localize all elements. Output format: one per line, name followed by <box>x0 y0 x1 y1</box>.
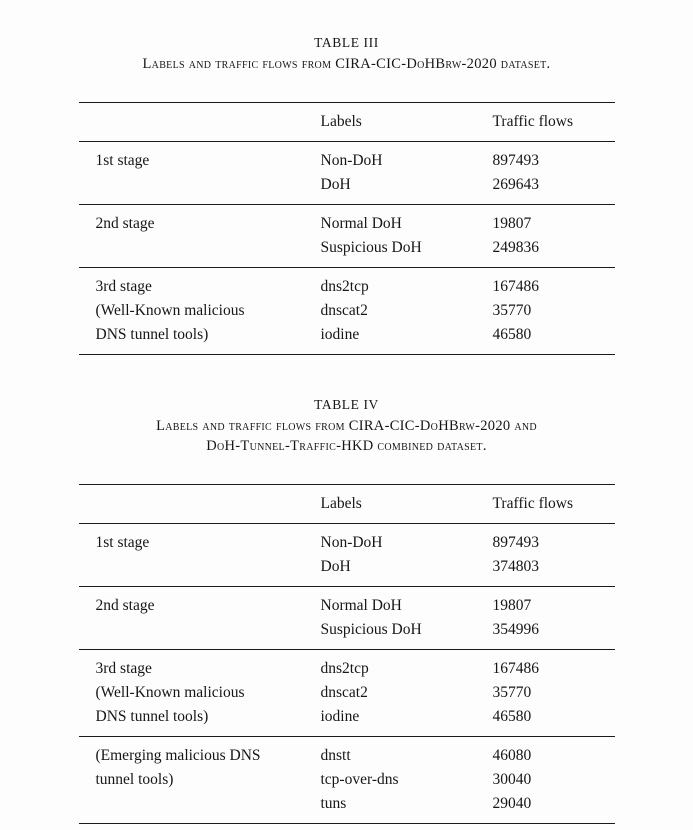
table-row <box>79 149 615 173</box>
table-row <box>79 792 615 816</box>
table-bottom-rule <box>79 823 615 824</box>
label-cell: Normal DoH <box>320 215 402 232</box>
table-iii-caption <box>27 54 667 74</box>
table-row <box>79 681 615 705</box>
stage-cell: tunnel tools) <box>95 771 174 788</box>
table-iv-number: TABLE IV <box>314 397 379 412</box>
label-cell: DoH <box>320 558 351 575</box>
value-cell: 46580 <box>492 326 532 343</box>
label-cell: iodine <box>320 708 360 725</box>
table-iii-number: TABLE III <box>314 35 379 50</box>
header-line <box>79 492 615 516</box>
label-cell: Non-DoH <box>320 152 383 169</box>
column-header-labels: Labels <box>320 113 362 130</box>
stage-cell <box>79 236 321 260</box>
group-2nd-stage <box>79 205 615 267</box>
label-cell: dns2tcp <box>320 660 369 677</box>
stage-cell: (Well-Known malicious <box>95 302 245 319</box>
column-header-labels: Labels <box>320 495 362 512</box>
header-stage-cell <box>79 492 321 516</box>
value-cell: 249836 <box>492 239 539 256</box>
table-row <box>79 299 615 323</box>
header-stage-cell <box>79 110 321 134</box>
stage-cell: 2nd stage <box>95 597 155 614</box>
label-cell: tcp-over-dns <box>320 771 399 788</box>
table-row <box>79 275 615 299</box>
table-iii <box>79 102 615 355</box>
group-emerging-tools <box>79 737 615 823</box>
table-iv <box>79 484 615 824</box>
label-cell: DoH <box>320 176 351 193</box>
stage-cell: 3rd stage <box>95 660 152 677</box>
stage-cell: 2nd stage <box>95 215 155 232</box>
table-row <box>79 236 615 260</box>
column-header-traffic-flows: Traffic flows <box>492 495 574 512</box>
stage-cell: DNS tunnel tools) <box>95 708 209 725</box>
header-line <box>79 110 615 134</box>
value-cell: 46580 <box>492 708 532 725</box>
stage-cell <box>79 555 321 579</box>
value-cell: 167486 <box>492 660 539 677</box>
value-cell: 269643 <box>492 176 539 193</box>
label-cell: dnscat2 <box>320 684 368 701</box>
label-cell: Non-DoH <box>320 534 383 551</box>
value-cell: 897493 <box>492 152 539 169</box>
caption-line: DoH-Tunnel-Traffic-HKD combined dataset. <box>206 438 487 454</box>
table-iv-block <box>0 396 693 824</box>
table-row <box>79 323 615 347</box>
value-cell: 35770 <box>492 684 532 701</box>
caption-line: Labels and traffic flows from CIRA-CIC-DoHBrw-2020 and <box>156 418 537 434</box>
group-3rd-stage <box>79 650 615 736</box>
label-cell: Normal DoH <box>320 597 402 614</box>
table-row <box>79 531 615 555</box>
group-1st-stage <box>79 524 615 586</box>
table-row <box>79 768 615 792</box>
group-2nd-stage <box>79 587 615 649</box>
value-cell: 897493 <box>492 534 539 551</box>
table-row <box>79 657 615 681</box>
value-cell: 374803 <box>492 558 539 575</box>
stage-cell <box>79 618 321 642</box>
group-3rd-stage <box>79 268 615 354</box>
label-cell: iodine <box>320 326 360 343</box>
value-cell: 19807 <box>492 597 532 614</box>
value-cell: 29040 <box>492 795 532 812</box>
value-cell: 167486 <box>492 278 539 295</box>
table-bottom-rule <box>79 354 615 355</box>
table-row <box>79 555 615 579</box>
table-header-row <box>79 103 615 141</box>
stage-cell: 1st stage <box>95 534 150 551</box>
label-cell: dnscat2 <box>320 302 368 319</box>
value-cell: 19807 <box>492 215 532 232</box>
stage-cell: (Well-Known malicious <box>95 684 245 701</box>
label-cell: dns2tcp <box>320 278 369 295</box>
table-row <box>79 744 615 768</box>
stage-cell: 3rd stage <box>95 278 152 295</box>
group-1st-stage <box>79 142 615 204</box>
value-cell: 354996 <box>492 621 539 638</box>
stage-cell: 1st stage <box>95 152 150 169</box>
column-header-traffic-flows: Traffic flows <box>492 113 574 130</box>
value-cell: 35770 <box>492 302 532 319</box>
stage-cell: DNS tunnel tools) <box>95 326 209 343</box>
value-cell: 30040 <box>492 771 532 788</box>
label-cell: Suspicious DoH <box>320 621 422 638</box>
label-cell: tuns <box>320 795 347 812</box>
stage-cell <box>79 792 321 816</box>
stage-cell <box>79 173 321 197</box>
table-row <box>79 173 615 197</box>
table-row <box>79 618 615 642</box>
stage-cell: (Emerging malicious DNS <box>95 747 261 764</box>
table-row <box>79 594 615 618</box>
table-iv-caption <box>27 416 667 456</box>
caption-line: Labels and traffic flows from CIRA-CIC-DoHBrw-2020 dataset. <box>142 56 551 72</box>
table-row <box>79 212 615 236</box>
table-iii-block <box>0 34 693 355</box>
value-cell: 46080 <box>492 747 532 764</box>
table-header-row <box>79 485 615 523</box>
label-cell: dnstt <box>320 747 351 764</box>
table-row <box>79 705 615 729</box>
label-cell: Suspicious DoH <box>320 239 422 256</box>
